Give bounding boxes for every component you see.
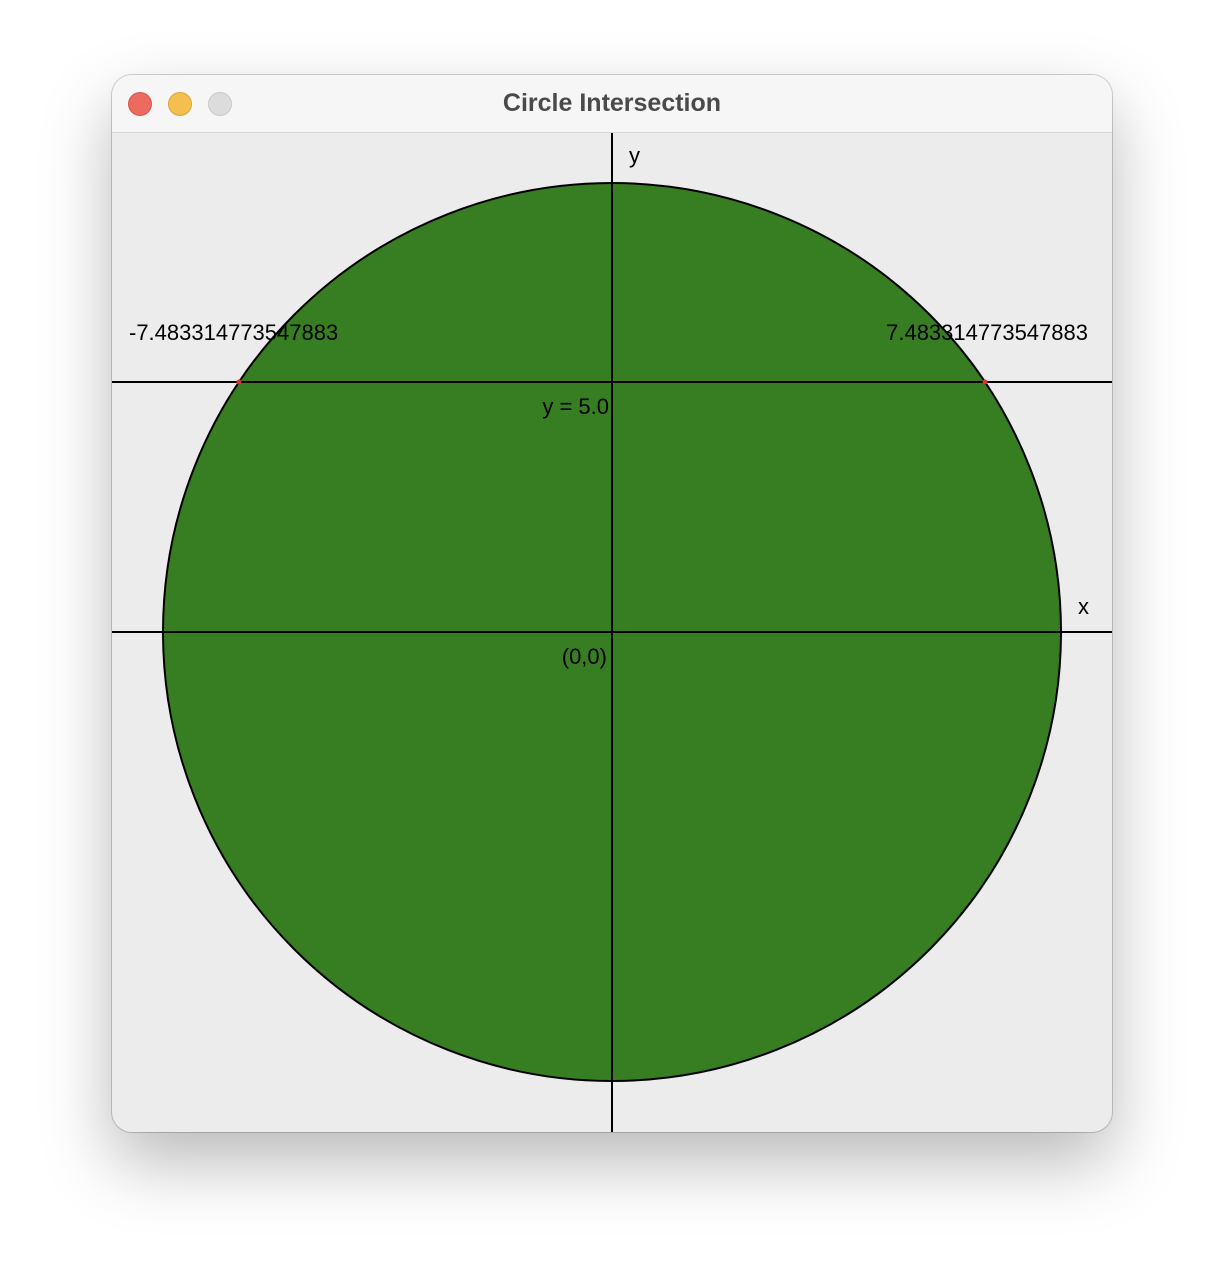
right-intersection-point: [983, 380, 988, 385]
plot-canvas: [112, 133, 1112, 1132]
left-intersection-label: -7.483314773547883: [129, 320, 339, 345]
x-axis-label: x: [1078, 594, 1089, 619]
origin-label: (0,0): [561, 644, 607, 669]
right-intersection-label: 7.483314773547883: [886, 320, 1088, 345]
plot-svg: [112, 133, 1112, 1132]
app-window: [112, 75, 1112, 1132]
window-title: Circle Intersection: [502, 89, 722, 117]
left-intersection-point: [237, 380, 242, 385]
line-label: y = 5.0: [542, 394, 609, 419]
title-bar[interactable]: [112, 75, 1112, 133]
y-axis-label: y: [629, 143, 640, 168]
